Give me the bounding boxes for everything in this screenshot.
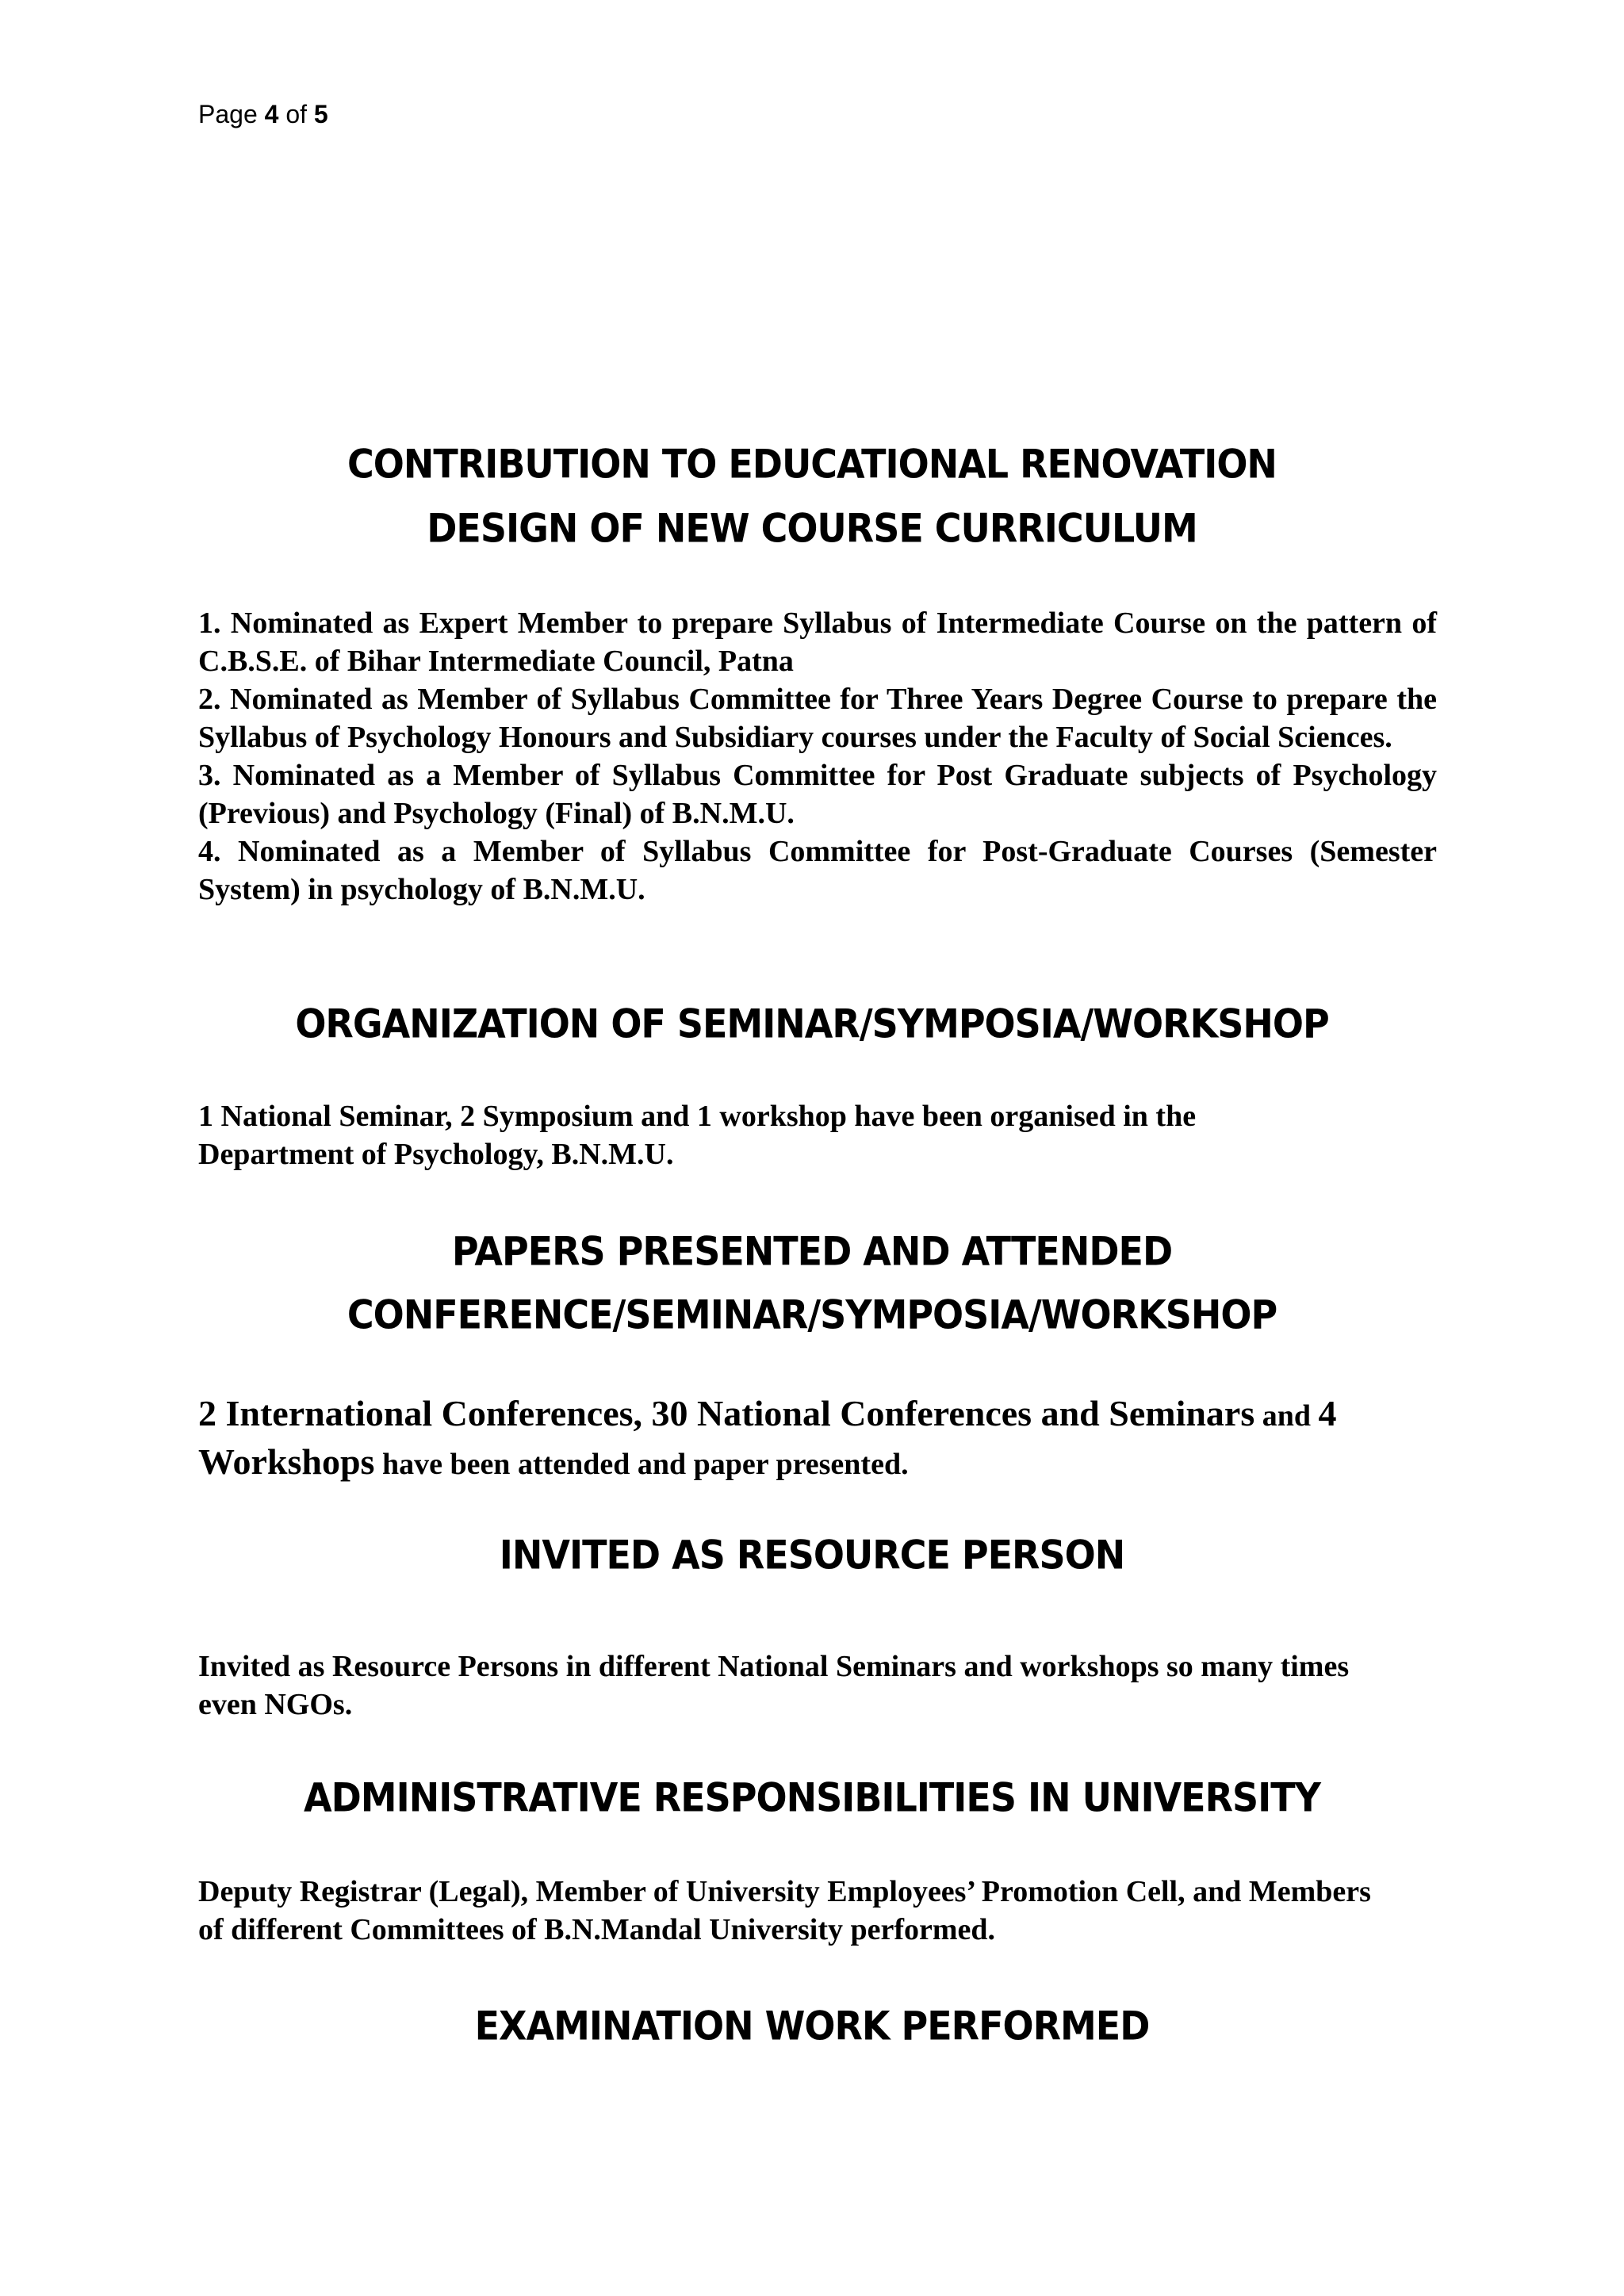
list-item: 2. Nominated as Member of Syllabus Committee for Three Years Degree Course to prepare the Syllabus of Psychology Honours and Subsidiary courses under the Faculty of Social Sciences. <box>198 683 1437 754</box>
papers-text-part2: and <box>1254 1399 1319 1433</box>
resource-text: Invited as Resource Persons in different National Seminars and workshops so many times even NGOs. <box>198 1650 1350 1721</box>
list-item: 3. Nominated as a Member of Syllabus Committee for Post Graduate subjects of Psychology (Previous) and Psychology (Final) of B.N.M.U. <box>198 759 1437 830</box>
conference-heading: CONFERENCE/SEMINAR/SYMPOSIA/WORKSHOP <box>347 1291 1277 1338</box>
papers-text-part3: 4 Workshops <box>198 1393 1337 1482</box>
list-item: 1. Nominated as Expert Member to prepare Syllabus of Intermediate Course on the pattern of C.B.S.E. of Bihar Intermediate Council, Patna <box>198 607 1437 678</box>
page-number-current: 4 <box>264 100 279 128</box>
curriculum-heading: DESIGN OF NEW COURSE CURRICULUM <box>427 504 1197 552</box>
organization-heading: ORGANIZATION OF SEMINAR/SYMPOSIA/WORKSHOP <box>295 1000 1329 1047</box>
admin-heading: ADMINISTRATIVE RESPONSIBILITIES IN UNIVERSITY <box>304 1774 1320 1821</box>
examination-heading: EXAMINATION WORK PERFORMED <box>474 2002 1150 2049</box>
page-number-middle: of <box>278 100 314 128</box>
list-item: 4. Nominated as a Member of Syllabus Committee for Post-Graduate Courses (Semester System) in psychology of B.N.M.U. <box>198 835 1437 906</box>
organization-text: 1 National Seminar, 2 Symposium and 1 workshop have been organised in the Department of Psychology, B.N.M.U. <box>198 1100 1197 1171</box>
curriculum-list <box>198 604 1437 909</box>
contribution-heading: CONTRIBUTION TO EDUCATIONAL RENOVATION <box>347 440 1277 488</box>
papers-heading: PAPERS PRESENTED AND ATTENDED <box>451 1227 1173 1275</box>
page-number <box>198 98 328 130</box>
resource-heading: INVITED AS RESOURCE PERSON <box>499 1531 1125 1578</box>
papers-text-part1: 2 International Conferences, 30 National Conferences and Seminars <box>198 1393 1255 1433</box>
admin-text: Deputy Registrar (Legal), Member of University Employees’ Promotion Cell, and Members of different Committees of B.N.Mandal University performed. <box>198 1875 1371 1946</box>
page-number-total: 5 <box>313 100 328 128</box>
papers-text-part4: have been attended and paper presented. <box>374 1448 909 1481</box>
papers-text <box>198 1391 1437 1487</box>
page-number-prefix: Page <box>198 100 265 128</box>
